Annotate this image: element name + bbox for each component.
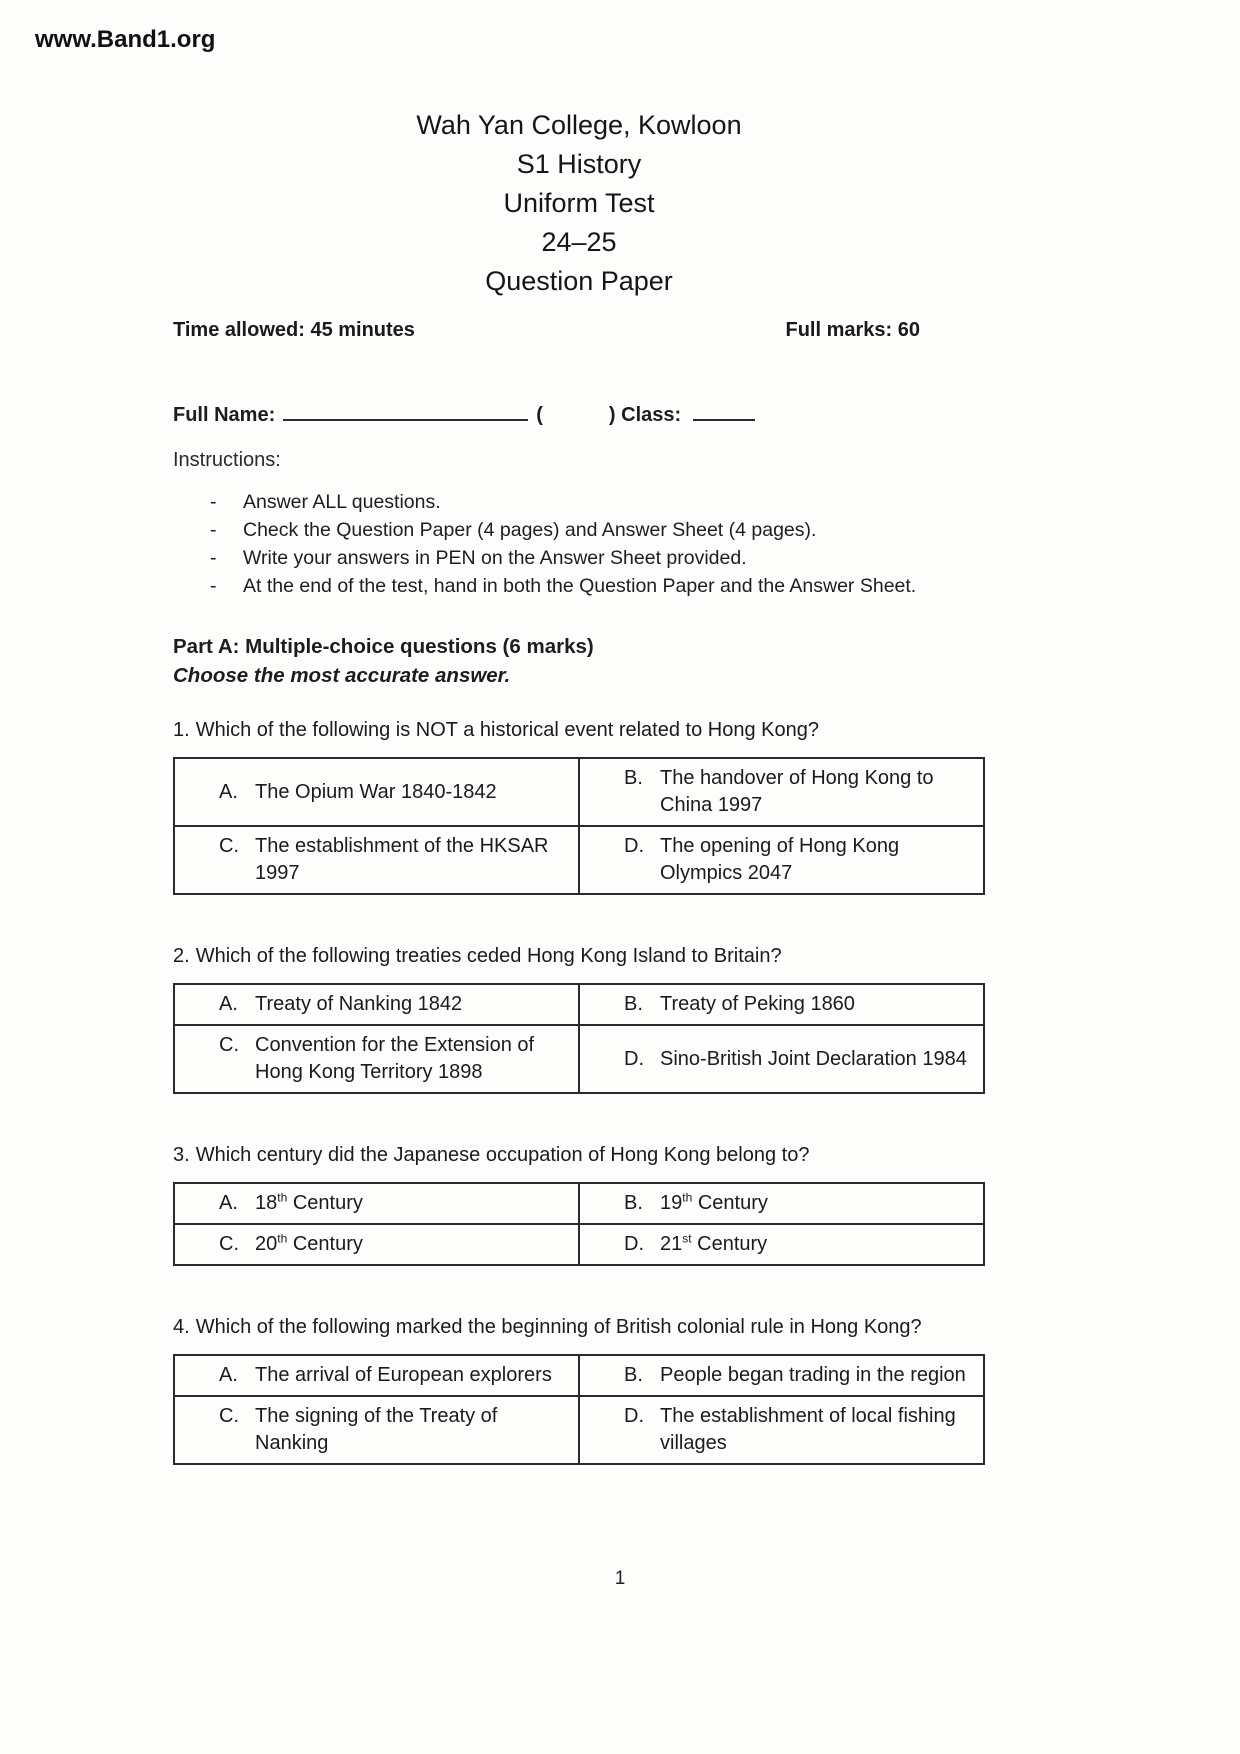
option-text: The Opium War 1840-1842 [255,780,497,803]
ordinal-suffix: th [682,1190,693,1205]
instruction-item [173,488,985,516]
option-cell-q1-a [174,758,579,826]
school-name: Wah Yan College, Kowloon [416,110,742,140]
q4-options-table [173,1354,985,1465]
option-letter: D. [624,835,644,857]
option-cell-q1-d [579,826,984,894]
question-text: Which of the following treaties ceded Hong Kong Island to Britain? [195,945,782,967]
option-cell-q2-b [579,984,984,1025]
table-row [174,984,984,1025]
option-text: 20th Century [255,1231,363,1255]
ordinal-suffix: th [277,1190,288,1205]
question-number: 2. [173,945,190,967]
option-text: The signing of the Treaty of Nanking [255,1405,498,1454]
name-row [173,404,985,427]
paren-close: ) [608,404,616,426]
option-letter: C. [219,1405,239,1427]
table-row [174,758,984,826]
table-row [174,1224,984,1265]
part-a-subheading: Choose the most accurate answer. [173,664,511,687]
time-allowed-label: Time allowed: 45 minutes [173,319,415,341]
option-letter: C. [219,1233,239,1255]
option-letter: D. [624,1233,644,1255]
option-text: People began trading in the region [660,1364,966,1386]
paper-type: Question Paper [485,266,673,296]
option-text: Treaty of Nanking 1842 [255,993,463,1015]
q2-options-table [173,983,985,1094]
option-letter: C. [219,835,239,857]
page-number: 1 [614,1568,626,1589]
instruction-item [173,572,985,600]
option-letter: A. [219,993,238,1015]
question-number: 3. [173,1144,190,1166]
meta-row [173,319,985,342]
option-text: 19th Century [660,1190,768,1214]
q1-options-table [173,757,985,895]
option-letter: C. [219,1034,239,1056]
class-blank [693,419,755,421]
option-cell-q1-c [174,826,579,894]
bullet-dash: - [210,491,217,513]
option-cell-q4-d [579,1396,984,1464]
option-text: The establishment of local fishing villages [660,1405,956,1454]
question-3 [173,1142,985,1168]
question-text: Which of the following marked the beginning of British colonial rule in Hong Kong? [195,1316,922,1338]
table-row [174,1355,984,1396]
option-cell-q3-d [579,1224,984,1265]
instructions-list [173,488,985,600]
question-text: Which century did the Japanese occupation of Hong Kong belong to? [195,1144,810,1166]
option-cell-q2-a [174,984,579,1025]
full-name-blank [283,419,528,421]
table-row [174,1396,984,1464]
table-row [174,826,984,894]
option-text: The handover of Hong Kong to China 1997 [660,767,934,816]
school-year: 24–25 [541,227,617,257]
subject-title: S1 History [516,149,642,179]
option-cell-q3-b [579,1183,984,1224]
option-text: The arrival of European explorers [255,1364,552,1386]
option-text: Convention for the Extension of Hong Kong Territory 1898 [255,1034,535,1083]
instruction-item [173,544,985,572]
option-text: The opening of Hong Kong Olympics 2047 [660,835,900,884]
option-cell-q3-c [174,1224,579,1265]
option-cell-q4-b [579,1355,984,1396]
ordinal-suffix: st [682,1231,692,1246]
instruction-text: Write your answers in PEN on the Answer Sheet provided. [243,547,747,569]
test-title: Uniform Test [503,188,655,218]
page-content [173,0,985,1465]
bullet-dash: - [210,547,217,569]
full-marks-label: Full marks: 60 [785,319,920,341]
option-text: Treaty of Peking 1860 [660,993,855,1015]
option-text: Sino-British Joint Declaration 1984 [660,1047,967,1070]
instructions-title: Instructions: [173,449,281,471]
title-block [173,106,985,301]
option-letter: A. [219,780,238,803]
option-letter: A. [219,1364,238,1386]
question-number: 4. [173,1316,190,1338]
class-label: Class: [621,404,682,426]
option-letter: B. [624,1364,643,1386]
full-name-label: Full Name: [173,404,276,426]
option-letter: B. [624,1192,643,1214]
watermark-url: www.Band1.org [35,26,216,53]
question-1 [173,717,985,743]
question-2 [173,943,985,969]
option-cell-q4-c [174,1396,579,1464]
part-a-heading: Part A: Multiple-choice questions (6 marks) [173,635,594,658]
option-cell-q2-d [579,1025,984,1093]
table-row [174,1025,984,1093]
question-4 [173,1314,985,1340]
option-letter: B. [624,767,643,789]
option-letter: B. [624,993,643,1015]
q3-options-table [173,1182,985,1266]
option-text: The establishment of the HKSAR 1997 [255,835,549,884]
option-cell-q3-a [174,1183,579,1224]
instruction-text: At the end of the test, hand in both the Question Paper and the Answer Sheet. [243,575,917,597]
question-number: 1. [173,719,190,741]
option-letter: D. [624,1405,644,1427]
instruction-text: Answer ALL questions. [243,491,441,513]
option-cell-q2-c [174,1025,579,1093]
question-text: Which of the following is NOT a historical event related to Hong Kong? [195,719,819,741]
option-cell-q4-a [174,1355,579,1396]
option-cell-q1-b [579,758,984,826]
option-letter: D. [624,1047,644,1070]
ordinal-suffix: th [277,1231,288,1246]
option-letter: A. [219,1192,238,1214]
bullet-dash: - [210,575,217,597]
instruction-item [173,516,985,544]
option-text: 21st Century [660,1231,768,1255]
instruction-text: Check the Question Paper (4 pages) and Answer Sheet (4 pages). [243,519,817,541]
table-row [174,1183,984,1224]
paren-open: ( [536,404,543,426]
bullet-dash: - [210,519,217,541]
option-text: 18th Century [255,1190,363,1214]
